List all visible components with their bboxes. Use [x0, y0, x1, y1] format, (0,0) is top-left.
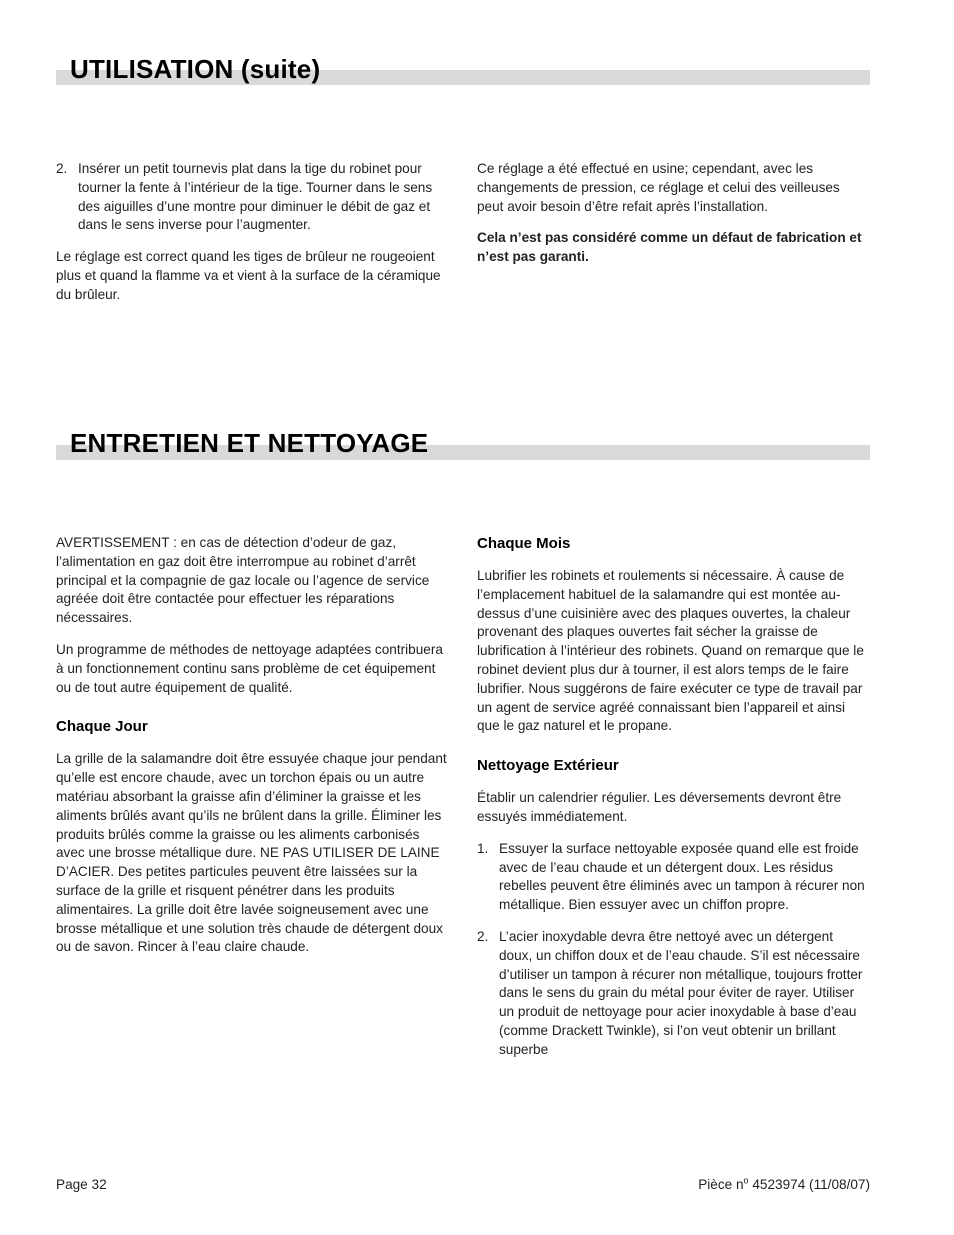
- paragraph: Le réglage est correct quand les tiges de brûleur ne rougeoient plus et quand la flamme va et vient à la surface de la céramique du brûleur.: [56, 249, 441, 302]
- paragraph: Ce réglage a été effectué en usine; cependant, avec les changements de pression, ce réglage et celui des veilleuses peut avoir besoin d’être refait après l’installation.: [477, 161, 840, 214]
- list-number: 2.: [56, 161, 68, 176]
- warranty-note: Cela n’est pas considéré comme un défaut de fabrication et n’est pas garanti.: [477, 230, 862, 265]
- part-prefix: Pièce n: [698, 1177, 744, 1192]
- section-title-utilisation: UTILISATION (suite): [70, 54, 321, 84]
- paragraph: La grille de la salamandre doit être essuyée chaque jour pendant qu’elle est encore chaude, avec un torchon épais ou un autre matériau absorbant la graisse afin d’éliminer la graisse et les aliments brûlés avant qu’ils ne brûlent dans la grille. Éliminer les produits brûlés comme la graisse ou les aliments carbonisés avec une brosse métallique dure. NE PAS UTILISER DE LAINE D’ACIER. Des petites particules peuvent être laissées sur la surface de la grille et risquent pénétrer dans les produits alimentaires. La grille doit être lavée soigneusement avec une brosse métallique et une solution très chaude de détergent doux ou de savon. Rincer à l’eau claire chaude.: [56, 751, 447, 955]
- section-title-entretien: ENTRETIEN ET NETTOYAGE: [70, 428, 429, 458]
- list-item: [477, 840, 869, 915]
- entretien-left-column: [56, 534, 448, 970]
- part-rest: 4523974 (11/08/07): [748, 1177, 870, 1192]
- list-number: 2.: [477, 928, 489, 944]
- list-text: Essuyer la surface nettoyable exposée quand elle est froide avec de l’eau chaude et un détergent doux. Les résidus rebelles peuvent être éliminés avec un tampon à récurer non métallique. Bien essuyer avec un chiffon propre.: [499, 840, 865, 913]
- list-text: Insérer un petit tournevis plat dans la tige du robinet pour tourner la fente à l’intérieur de la tige. Tourner dans le sens des aiguilles d’une montre pour diminuer le débit de gaz et dans le sens inverse pour l’augmenter.: [78, 161, 433, 233]
- paragraph: Lubrifier les robinets et roulements si nécessaire. À cause de l’emplacement habituel de la salamandre qui est montée au-dessus d’une cuisinière avec des plaques ouvertes, la chaleur provenant des plaques ouvertes fait sécher la graisse de lubrification à l’intérieur des robinets. Quand on remarque que le robinet devient plus dur à tourner, il est alors temps de le faire lubrifier. Nous suggérons de faire exécuter ce type de travail par un agent de service agréé connaissant bien l’appareil et ainsi que le gaz naturel et le propane.: [477, 568, 864, 734]
- warning-paragraph: AVERTISSEMENT : en cas de détection d’odeur de gaz, l’alimentation en gaz doit être interrompue au robinet d’arrêt principal et la compagnie de gaz locale ou l’agence de service agréée doit être contactée pour effectuer les réparations nécessaires.: [56, 535, 430, 626]
- list-item: [56, 160, 448, 235]
- heading-chaque-mois: Chaque Mois: [477, 535, 571, 552]
- paragraph: Un programme de méthodes de nettoyage adaptées contribuera à un fonctionnement continu sans problème de cet équipement ou de tout autre équipement de qualité.: [56, 641, 443, 695]
- paragraph: Établir un calendrier régulier. Les déversements devront être essuyés immédiatement.: [477, 790, 842, 824]
- page-number: Page 32: [56, 1177, 107, 1192]
- utilisation-left-column: [56, 160, 448, 318]
- list-item: [477, 928, 869, 1060]
- list-text: L’acier inoxydable devra être nettoyé avec un détergent doux, un chiffon doux et de l’eau chaude. S’il est nécessaire d’utiliser un tampon à récurer non métallique, toujours frotter dans le sens du grain du métal pour éviter de rayer. Utiliser un produit de nettoyage pour acier inoxydable à base d’eau (comme Drackett Twinkle), si l’on veut obtenir un brillant superbe: [499, 928, 863, 1057]
- utilisation-right-column: [477, 160, 869, 280]
- heading-chaque-jour: Chaque Jour: [56, 718, 148, 736]
- heading-nettoyage-exterieur: Nettoyage Extérieur: [477, 757, 619, 775]
- part-sup: o: [743, 1175, 749, 1186]
- part-number: [698, 1177, 870, 1192]
- entretien-right-column: [477, 534, 869, 1073]
- list-number: 1.: [477, 840, 489, 856]
